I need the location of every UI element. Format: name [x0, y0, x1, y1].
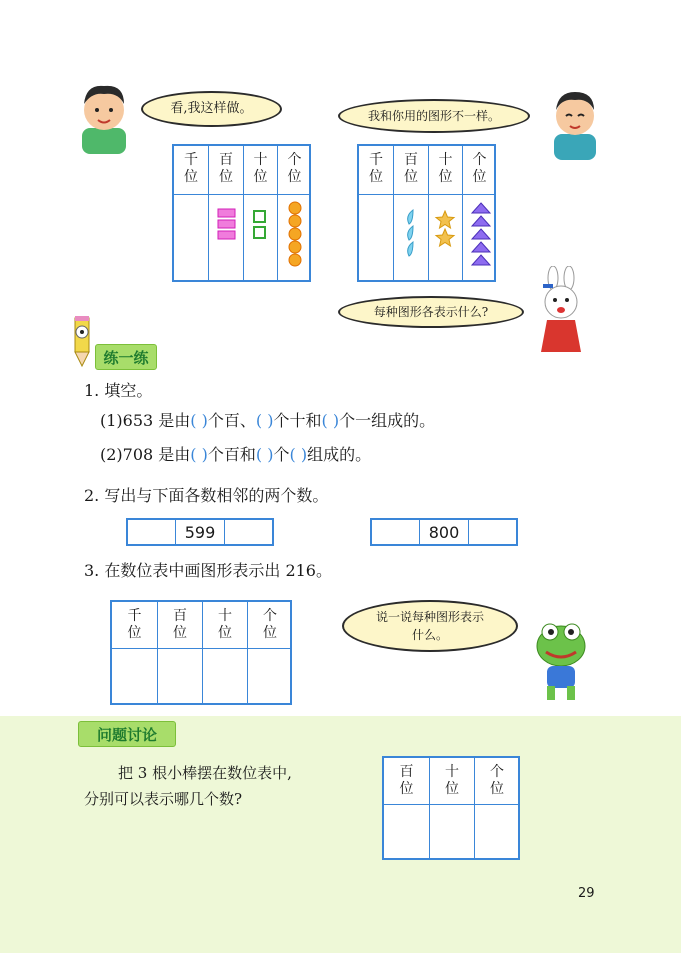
- question-2-label: 2. 写出与下面各数相邻的两个数。: [84, 486, 329, 505]
- square-shapes-icon: [253, 210, 267, 240]
- question-1-label: 1. 填空。: [84, 381, 153, 400]
- answer-box-after-599[interactable]: [224, 520, 272, 544]
- neighbor-boxes-599: [126, 518, 274, 546]
- rectangle-shapes-icon: [217, 208, 237, 242]
- frog-illustration: [532, 616, 590, 704]
- blank-1-3[interactable]: ( ): [321, 411, 340, 430]
- header-ge: 个: [287, 152, 302, 168]
- given-number-599: 599: [175, 520, 223, 544]
- triangle-shapes-icon: [471, 202, 491, 270]
- place-value-table-2: 千 位 百 位 十 位 个 位: [357, 144, 496, 282]
- answer-box-after-800[interactable]: [468, 520, 516, 544]
- place-value-table-4: 百 位 十 位 个 位: [382, 756, 520, 860]
- circle-shapes-icon: [287, 201, 303, 271]
- place-value-table-1: 千 位 百 位 十 位 个 位: [172, 144, 311, 282]
- pencil-mascot-icon: [66, 314, 96, 370]
- question-1-line-2: (2)708 是由( )个百和( )个( )组成的。: [100, 445, 372, 464]
- neighbor-boxes-800: [370, 518, 518, 546]
- blank-2-1[interactable]: ( ): [190, 445, 208, 464]
- answer-box-before-599[interactable]: [128, 520, 175, 544]
- speech-bubble-right: 我和你用的图形不一样。: [338, 99, 530, 133]
- question-1-line-1: (1)653 是由( )个百、( )个十和( )个一组成的。: [100, 411, 436, 430]
- speech-bubble-rabbit: 每种图形各表示什么?: [338, 296, 524, 328]
- boy-illustration-left: [74, 78, 134, 154]
- header-qian: 千: [184, 152, 198, 168]
- discussion-text-line-1: 把 3 根小棒摆在数位表中,: [118, 764, 292, 782]
- answer-box-before-800[interactable]: [372, 520, 419, 544]
- discussion-section: [0, 716, 681, 953]
- practice-section-title: 练一练: [95, 344, 157, 370]
- boy-illustration-right: [550, 86, 600, 160]
- blank-1-2[interactable]: ( ): [255, 411, 274, 430]
- page-number: 29: [578, 886, 595, 901]
- discussion-text-line-2: 分别可以表示哪几个数?: [84, 790, 243, 808]
- header-bai: 百: [219, 152, 233, 168]
- speech-bubble-left: 看,我这样做。: [141, 91, 282, 127]
- moon-shapes-icon: [401, 208, 421, 260]
- star-shapes-icon: [434, 210, 456, 248]
- place-value-table-3: 千 位 百 位 十 位 个 位: [110, 600, 292, 705]
- speech-bubble-frog: 说一说每种图形表示什么。: [342, 600, 518, 652]
- header-shi: 十: [253, 152, 268, 168]
- discussion-section-title: 问题讨论: [78, 721, 176, 747]
- blank-2-3[interactable]: ( ): [289, 445, 308, 464]
- question-3-label: 3. 在数位表中画图形表示出 216。: [84, 561, 332, 580]
- rabbit-illustration: [533, 266, 589, 352]
- blank-2-2[interactable]: ( ): [255, 445, 274, 464]
- blank-1-1[interactable]: ( ): [190, 411, 208, 430]
- given-number-800: 800: [419, 520, 467, 544]
